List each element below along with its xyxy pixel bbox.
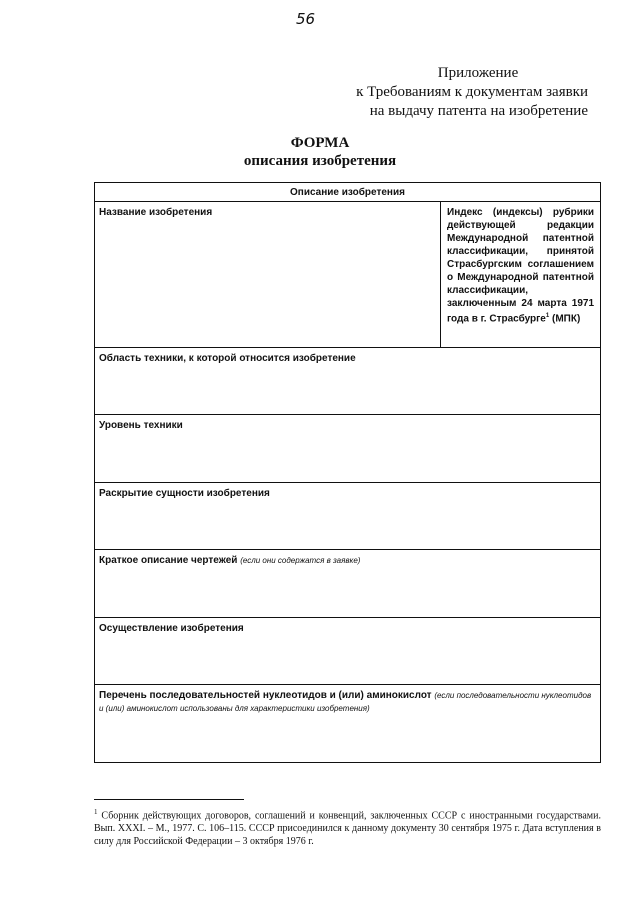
description-form-table: [94, 182, 601, 763]
form-title-main: ФОРМА: [290, 135, 350, 151]
ipc-index-text: Индекс (индексы) рубрики действующей редакции Международной патентной классификации, принятой Страсбургским соглашением о Международной патентной классификации, заключенным 24 марта 1971 года в г. Страсбурге: [447, 207, 594, 325]
drawings-row: [95, 550, 600, 618]
technical-field-label: Область техники, к которой относится изобретение: [99, 353, 356, 364]
sequences-row: [95, 685, 600, 762]
invention-name-row: [95, 202, 600, 348]
disclosure-label: Раскрытие сущности изобретения: [99, 488, 270, 499]
table-header: Описание изобретения: [95, 183, 600, 202]
drawings-label: Краткое описание чертежей: [99, 555, 238, 566]
appendix-header: [308, 64, 588, 121]
ipc-abbreviation: (МПК): [549, 313, 581, 325]
prior-art-row: [95, 415, 600, 483]
page-number: 56: [296, 10, 316, 28]
sequences-label: Перечень последовательностей нуклеотидов и (или) аминокислот: [99, 690, 432, 701]
implementation-label: Осуществление изобретения: [99, 623, 244, 634]
ipc-footnote-mark: 1: [545, 313, 550, 319]
form-title: [0, 134, 640, 170]
invention-name-label: Название изобретения: [99, 207, 213, 218]
drawings-note: (если они содержатся в заявке): [240, 556, 361, 565]
sequences-note: (если последовательности нуклеотидов и (или) аминокислот использованы для характеристики изобретения): [99, 691, 592, 713]
disclosure-row: [95, 483, 600, 550]
appendix-title: Приложение: [437, 65, 519, 81]
drawings-label-container: [99, 554, 596, 567]
footnote-divider: [94, 799, 244, 800]
appendix-reference: к Требованиям к документам заявки: [356, 84, 588, 100]
footnote: [94, 806, 601, 848]
form-title-sub: описания изобретения: [243, 153, 397, 169]
prior-art-label: Уровень техники: [99, 420, 183, 431]
appendix-subject: на выдачу патента на изобретение: [369, 103, 588, 119]
implementation-row: [95, 618, 600, 685]
technical-field-row: [95, 348, 600, 415]
footnote-text: Сборник действующих договоров, соглашений и конвенций, заключенных СССР с иностранными государствами. Вып. XXXI. – М., 1977. С. 106–115. СССР присоединился к данному документу 30 сентября 1975 г. Дата вступления в силу для Российской Федерации – 3 октября 1976 г.: [94, 810, 601, 848]
sequences-label-container: [99, 689, 596, 715]
ipc-index-cell: [440, 202, 600, 347]
footnote-mark: 1: [94, 808, 98, 816]
